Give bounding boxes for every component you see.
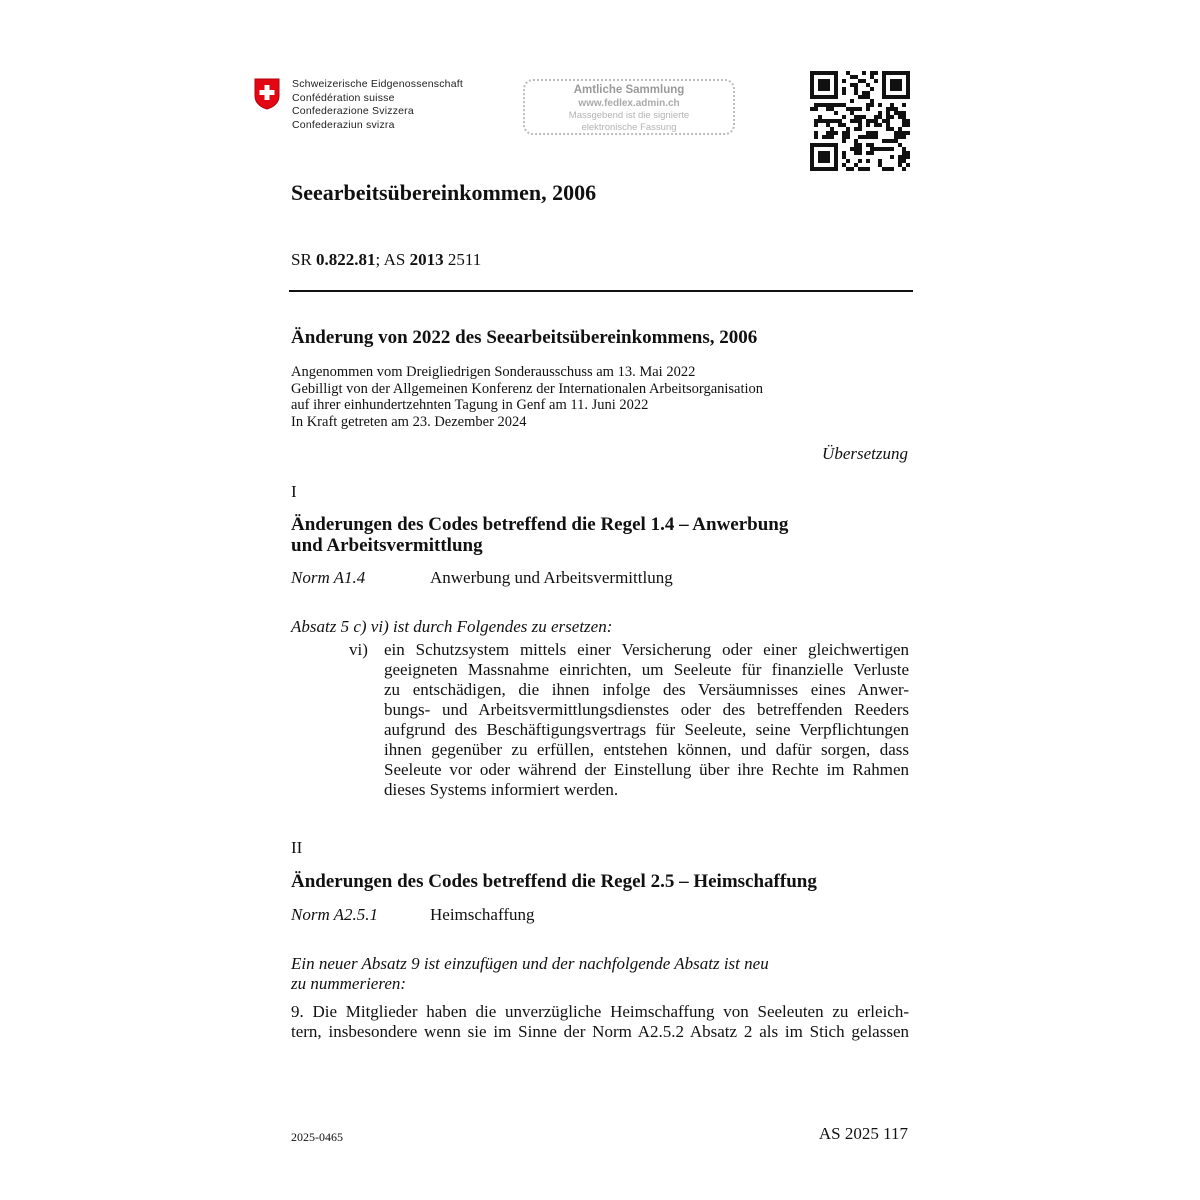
amendment-instruction-1: Absatz 5 c) vi) ist durch Folgendes zu ersetzen: bbox=[291, 617, 613, 636]
section-2-title: Änderungen des Codes betreffend die Regel 2.5 – Heimschaffung bbox=[291, 871, 817, 892]
stamp-note-line1: Massgebend ist die signierte bbox=[568, 110, 690, 121]
adoption-line: auf ihrer einhundertzehnten Tagung in Genf am 11. Juni 2022 bbox=[291, 397, 649, 413]
paragraph-9 bbox=[291, 1002, 909, 1042]
adoption-line: Angenommen vom Dreigliedrigen Sonderausschuss am 13. Mai 2022 bbox=[291, 364, 696, 380]
confederation-name-it: Confederazione Svizzera bbox=[292, 105, 414, 117]
stamp-title: Amtliche Sammlung bbox=[573, 84, 685, 96]
item-vi-text bbox=[384, 640, 909, 800]
instruction-line: zu nummerieren: bbox=[291, 974, 407, 993]
as-year: 2013 bbox=[409, 250, 444, 269]
divider bbox=[289, 290, 913, 292]
adoption-line: Gebilligt von der Allgemeinen Konferenz der Internationalen Arbeitsorganisation bbox=[291, 380, 764, 397]
swiss-cross-icon bbox=[254, 78, 280, 110]
confederation-name-de: Schweizerische Eidgenossenschaft bbox=[292, 78, 463, 90]
item-number-vi: vi) bbox=[349, 640, 368, 659]
footer-document-id: 2025-0465 bbox=[291, 1130, 343, 1144]
norm-title-a1-4: Anwerbung und Arbeitsvermittlung bbox=[430, 568, 673, 587]
sr-prefix: SR bbox=[291, 250, 317, 269]
item-text-line: ihnen gegenüber zu erfüllen, entstehen können, und dafür sorgen, dass bbox=[384, 740, 909, 759]
sr-reference bbox=[291, 250, 481, 270]
item-text-line: aufgrund des Beschäftigungsvertrags für Seeleute, seine Verpflichtungen bbox=[384, 720, 909, 739]
section-number-1: I bbox=[291, 482, 297, 501]
as-prefix: ; AS bbox=[375, 250, 410, 269]
footer-as-reference: AS 2025 117 bbox=[818, 1124, 908, 1143]
section-1-title-line: Änderungen des Codes betreffend die Regel 1.4 – Anwerbung bbox=[291, 514, 789, 535]
norm-code-a2-5-1: Norm A2.5.1 bbox=[291, 905, 379, 924]
norm-code-a1-4: Norm A1.4 bbox=[291, 568, 366, 587]
amendment-instruction-2 bbox=[291, 954, 769, 994]
norm-title-a2-5-1: Heimschaffung bbox=[430, 905, 535, 924]
sr-number: 0.822.81 bbox=[316, 250, 376, 269]
official-collection-stamp bbox=[523, 79, 735, 135]
adoption-line: In Kraft getreten am 23. Dezember 2024 bbox=[291, 413, 527, 430]
document-title: Seearbeitsübereinkommen, 2006 bbox=[291, 180, 597, 205]
section-1-title-line: und Arbeitsvermittlung bbox=[291, 535, 483, 556]
paragraph-line: tern, insbesondere wenn sie im Sinne der Norm A2.5.2 Absatz 2 als im Stich gelassen bbox=[291, 1022, 909, 1041]
stamp-url: www.fedlex.admin.ch bbox=[578, 98, 680, 109]
item-text-line: bungs- und Arbeitsvermittlungsdienstes oder des betreffenden Reeders bbox=[384, 700, 909, 719]
confederation-names bbox=[292, 78, 463, 132]
translation-note: Übersetzung bbox=[822, 444, 908, 463]
item-text-line: Seeleute vor oder während der Einstellung über ihre Rechte im Rahmen bbox=[384, 760, 909, 779]
item-text-line: dieses Systems informiert werden. bbox=[384, 780, 619, 799]
confederation-name-fr: Confédération suisse bbox=[292, 91, 395, 104]
as-page: 2511 bbox=[443, 250, 482, 269]
instruction-line: Ein neuer Absatz 9 ist einzufügen und der nachfolgende Absatz ist neu bbox=[291, 954, 769, 973]
qr-code-icon bbox=[810, 71, 910, 171]
paragraph-line: 9. Die Mitglieder haben die unverzügliche Heimschaffung von Seeleuten zu erleich- bbox=[291, 1002, 909, 1021]
adoption-info bbox=[291, 364, 763, 430]
section-1-title bbox=[291, 514, 788, 556]
item-text-line: ein Schutzsystem mittels einer Versicherung oder einer gleichwertigen bbox=[384, 640, 909, 659]
confederation-name-rm: Confederaziun svizra bbox=[292, 118, 395, 131]
section-number-2: II bbox=[291, 838, 303, 857]
item-text-line: zu entschädigen, die ihnen infolge des Versäumnisses eines Anwer- bbox=[384, 680, 909, 699]
amendment-title: Änderung von 2022 des Seearbeitsübereinkommens, 2006 bbox=[291, 327, 758, 348]
stamp-note-line2: elektronische Fassung bbox=[581, 121, 677, 133]
item-text-line: geeigneten Massnahme einrichten, um Seeleute für finanzielle Verluste bbox=[384, 660, 909, 679]
